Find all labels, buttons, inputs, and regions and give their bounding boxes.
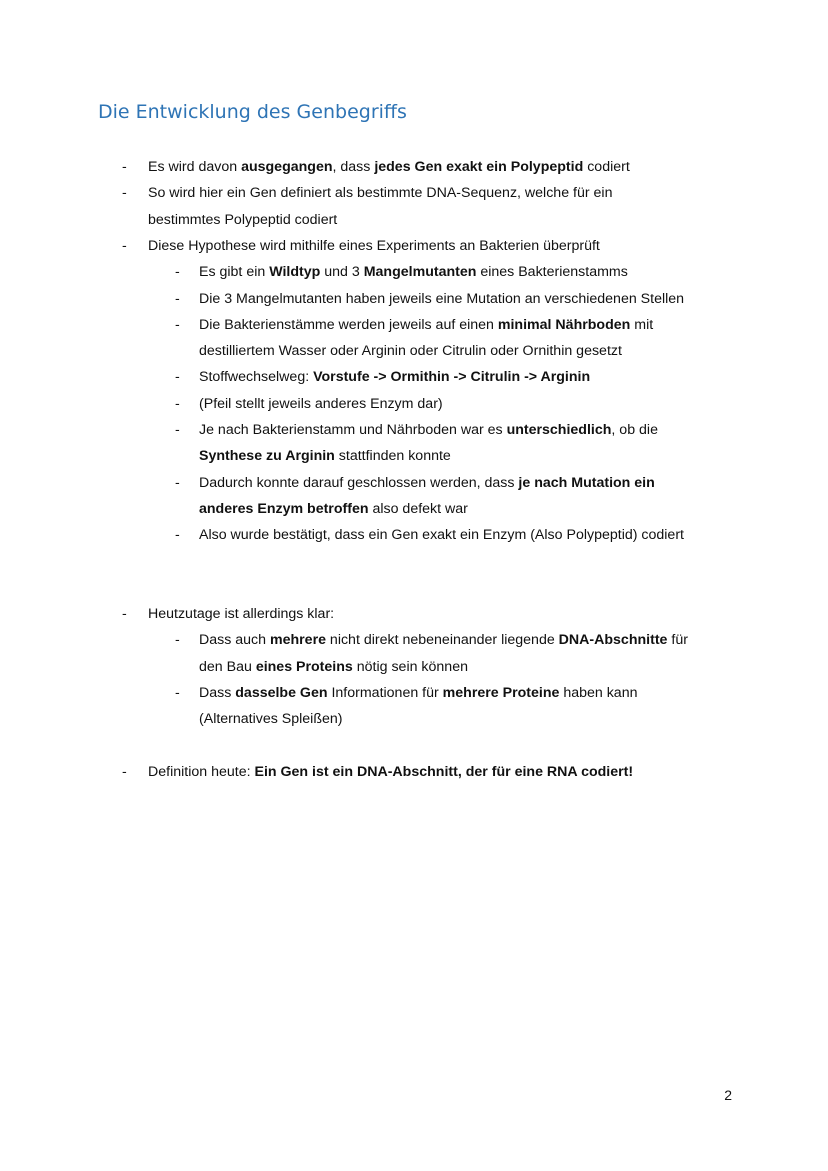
bullet-dash: -	[175, 685, 180, 701]
text-run: Die 3 Mangelmutanten haben jeweils eine Mutation an verschiedenen Stellen	[199, 290, 685, 307]
list-item-line	[199, 496, 468, 522]
page-number: 2	[724, 1087, 732, 1103]
list-item-line	[199, 286, 684, 312]
bullet-dash: -	[175, 474, 180, 491]
bold-text: Wildtyp	[269, 264, 321, 281]
bullet-dash: -	[175, 632, 180, 649]
bullet-dash: -	[175, 527, 180, 544]
text-run: Die Bakterienstämme werden jeweils auf einen	[199, 316, 498, 333]
list-item-line	[199, 391, 443, 417]
text-run: für	[667, 632, 688, 649]
list-item-line	[199, 654, 468, 680]
list-item-line	[199, 470, 655, 496]
text-run: Definition heute:	[148, 763, 255, 780]
text-run: Also wurde bestätigt, dass ein Gen exakt ein Enzym (Also Polypeptid) codiert	[199, 527, 684, 544]
bold-text: Ein Gen ist ein DNA-Abschnitt, der für eine RNA codiert!	[254, 763, 634, 780]
bold-text: Mangelmutanten	[363, 264, 477, 281]
text-run: Informationen für	[327, 685, 443, 701]
text-run: haben kann	[559, 685, 638, 701]
list-item-line	[148, 601, 334, 627]
bold-text: Vorstufe -> Ormithin -> Citrulin -> Arginin	[313, 369, 591, 386]
bullet-dash: -	[175, 316, 180, 333]
bold-text: unterschiedlich	[506, 422, 612, 438]
bold-text: dasselbe Gen	[235, 685, 328, 701]
bullet-dash: -	[175, 395, 180, 412]
list-item-line	[148, 233, 600, 259]
text-run: Dadurch konnte darauf geschlossen werden, dass	[199, 474, 519, 491]
text-run: stattfinden konnte	[334, 448, 451, 465]
text-run: (Alternatives Spleißen)	[199, 711, 343, 728]
list-item-line	[199, 259, 628, 285]
text-run: also defekt war	[368, 500, 468, 517]
list-item-line	[148, 759, 633, 785]
text-run: eines Bakterienstamms	[476, 264, 628, 281]
text-run: mit	[630, 316, 654, 333]
text-run: Stoffwechselweg:	[199, 369, 314, 386]
text-run: Es wird davon	[148, 159, 242, 175]
list-item-line	[148, 154, 630, 180]
list-item-line	[199, 522, 684, 548]
bold-text: je nach Mutation ein	[518, 474, 655, 491]
text-run: So wird hier ein Gen definiert als bestimmte DNA-Sequenz, welche für ein	[148, 185, 613, 202]
text-run: codiert	[583, 159, 630, 175]
bold-text: ausgegangen	[241, 159, 333, 175]
text-run: und 3	[320, 264, 364, 281]
text-run: destilliertem Wasser oder Arginin oder Citrulin oder Ornithin gesetzt	[199, 343, 622, 360]
list-item-line	[199, 706, 343, 732]
text-run: nicht direkt nebeneinander liegende	[325, 632, 559, 649]
text-run: Diese Hypothese wird mithilfe eines Experiments an Bakterien überprüft	[148, 237, 600, 254]
bold-text: Synthese zu Arginin	[199, 448, 335, 465]
bold-text: minimal Nährboden	[497, 316, 631, 333]
text-run: den Bau	[199, 658, 256, 675]
list-item-line	[199, 312, 653, 338]
bullet-dash: -	[122, 237, 127, 254]
bullet-dash: -	[122, 159, 127, 175]
list-item-line	[199, 627, 688, 653]
bold-text: mehrere Proteine	[442, 685, 560, 701]
bullet-dash: -	[122, 763, 127, 780]
text-run: Dass	[199, 685, 236, 701]
text-run: bestimmtes Polypeptid codiert	[148, 211, 338, 228]
list-item-line	[199, 364, 590, 390]
list-item-line	[148, 207, 337, 233]
list-item-line	[199, 338, 622, 364]
text-run: (Pfeil stellt jeweils anderes Enzym dar)	[199, 395, 443, 412]
bullet-dash: -	[175, 422, 180, 438]
text-run: Heutzutage ist allerdings klar:	[148, 606, 335, 623]
bullet-dash: -	[122, 606, 127, 623]
bullet-dash: -	[175, 369, 180, 386]
list-item-line	[199, 417, 658, 443]
text-run: Es gibt ein	[199, 264, 270, 281]
list-item-line	[148, 180, 612, 206]
bold-text: DNA-Abschnitte	[558, 632, 668, 649]
text-run: Dass auch	[199, 632, 270, 649]
bullet-dash: -	[175, 264, 180, 281]
bullet-dash: -	[175, 290, 180, 307]
text-run: nötig sein können	[352, 658, 468, 675]
bullet-dash: -	[122, 185, 127, 202]
page-heading: Die Entwicklung des Genbegriffs	[98, 101, 407, 123]
bold-text: mehrere	[269, 632, 326, 649]
bold-text: anderes Enzym betroffen	[199, 500, 369, 517]
text-run: , ob die	[611, 422, 658, 438]
list-item-line	[199, 443, 451, 469]
text-run: , dass	[332, 159, 375, 175]
bold-text: eines Proteins	[255, 658, 353, 675]
bold-text: jedes Gen exakt ein Polypeptid	[374, 159, 584, 175]
list-item-line	[199, 680, 637, 706]
text-run: Je nach Bakterienstamm und Nährboden war es	[199, 422, 507, 438]
